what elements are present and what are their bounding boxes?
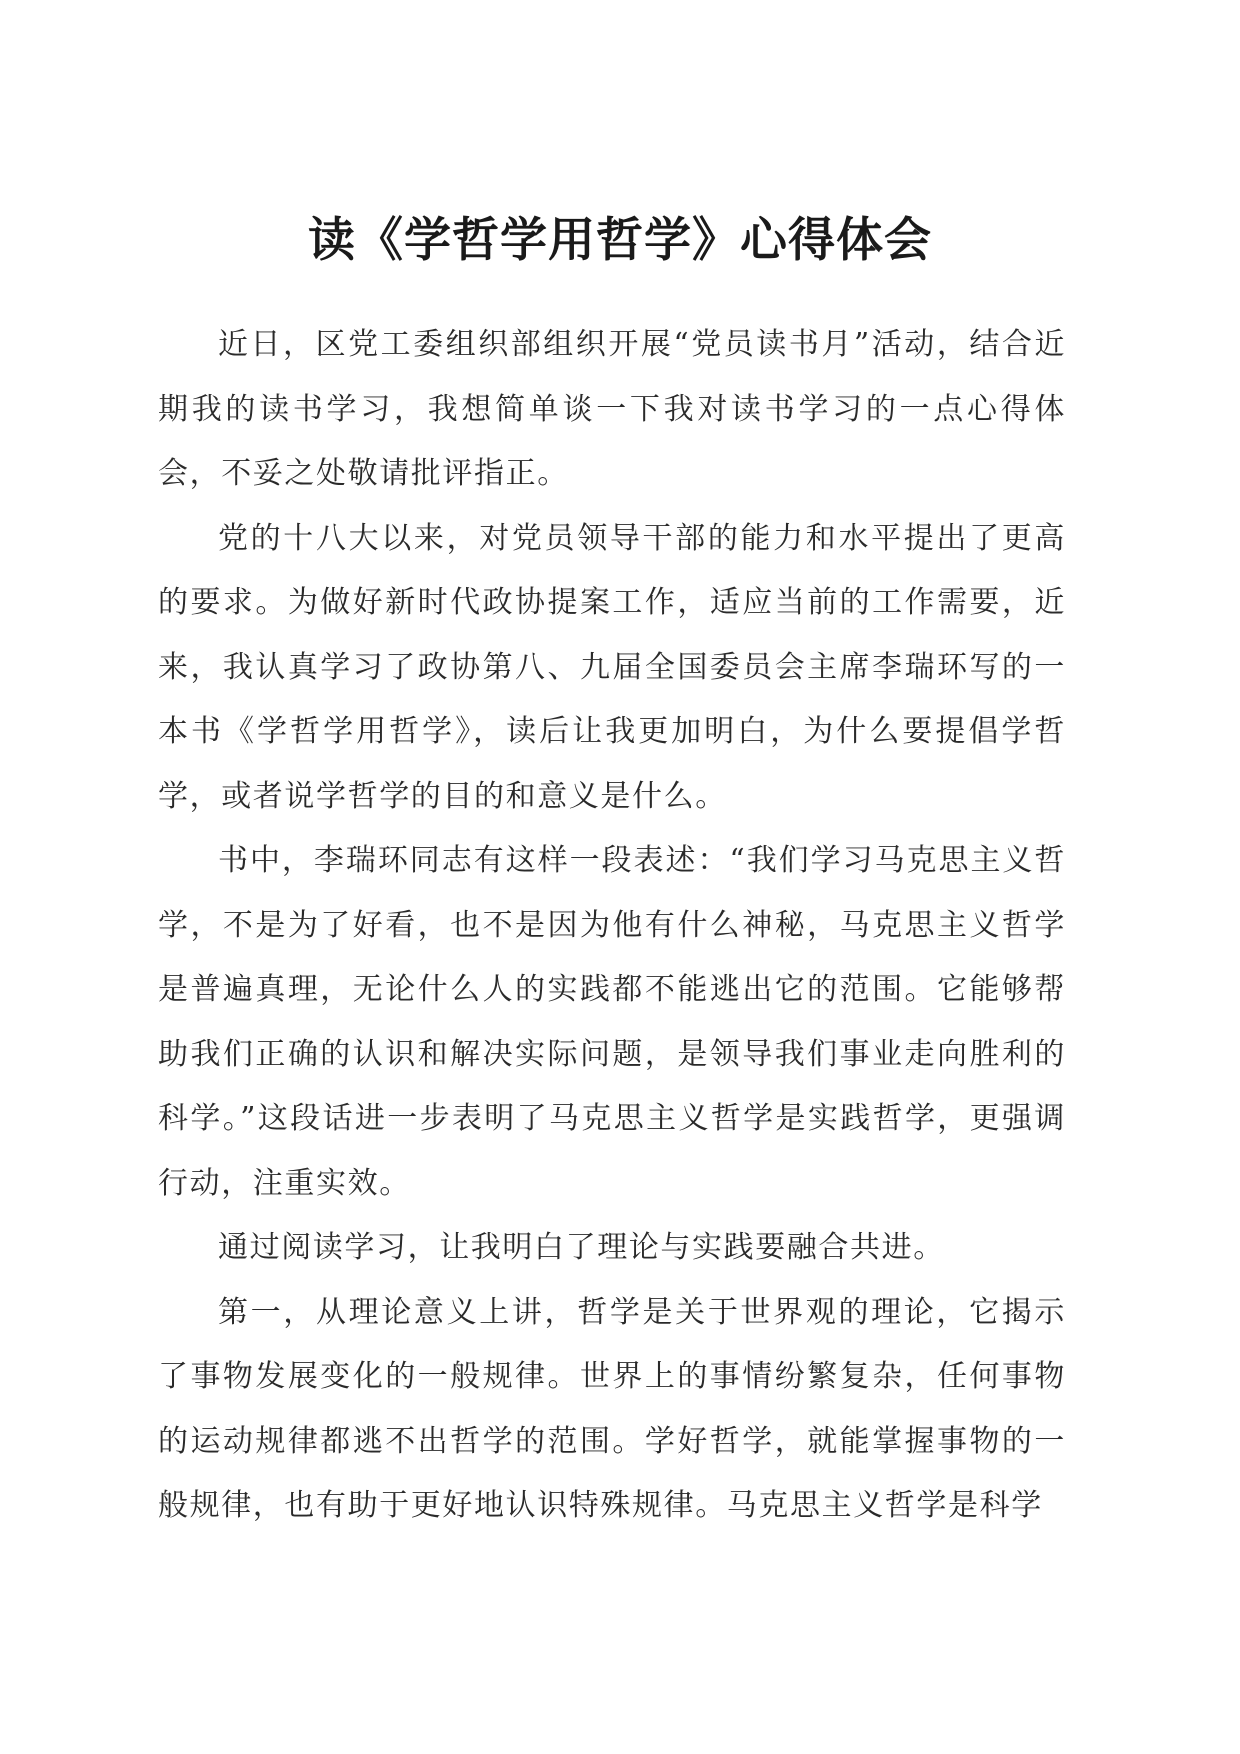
document-title: 读《学哲学用哲学》心得体会 bbox=[308, 213, 932, 268]
paragraph: 近日，区党工委组织部组织开展“党员读书月”活动，结合近期我的读书学习，我想简单谈一下我对读书学习的一点心得体会，不妥之处敬请批评指正。 bbox=[158, 327, 1066, 491]
paragraph: 第一，从理论意义上讲，哲学是关于世界观的理论，它揭示了事物发展变化的一般规律。世界上的事情纷繁复杂，任何事物的运动规律都逃不出哲学的范围。学好哲学，就能掌握事物的一般规律，也有助于更好地认识特殊规律。马克思主义哲学是科学 bbox=[158, 1294, 1066, 1523]
paragraph: 通过阅读学习，让我明白了理论与实践要融合共进。 bbox=[218, 1230, 945, 1265]
paragraph: 党的十八大以来，对党员领导干部的能力和水平提出了更高的要求。为做好新时代政协提案工作，适应当前的工作需要，近来，我认真学习了政协第八、九届全国委员会主席李瑞环写的一本书《学哲学用哲学》，读后让我更加明白，为什么要提倡学哲学，或者说学哲学的目的和意义是什么。 bbox=[158, 520, 1066, 814]
document-body bbox=[158, 313, 1066, 1539]
paragraph: 书中，李瑞环同志有这样一段表述：“我们学习马克思主义哲学，不是为了好看，也不是因为他有什么神秘，马克思主义哲学是普遍真理，无论什么人的实践都不能逃出它的范围。它能够帮助我们正确的认识和解决实际问题，是领导我们事业走向胜利的科学。”这段话进一步表明了马克思主义哲学是实践哲学，更强调行动，注重实效。 bbox=[158, 843, 1066, 1201]
